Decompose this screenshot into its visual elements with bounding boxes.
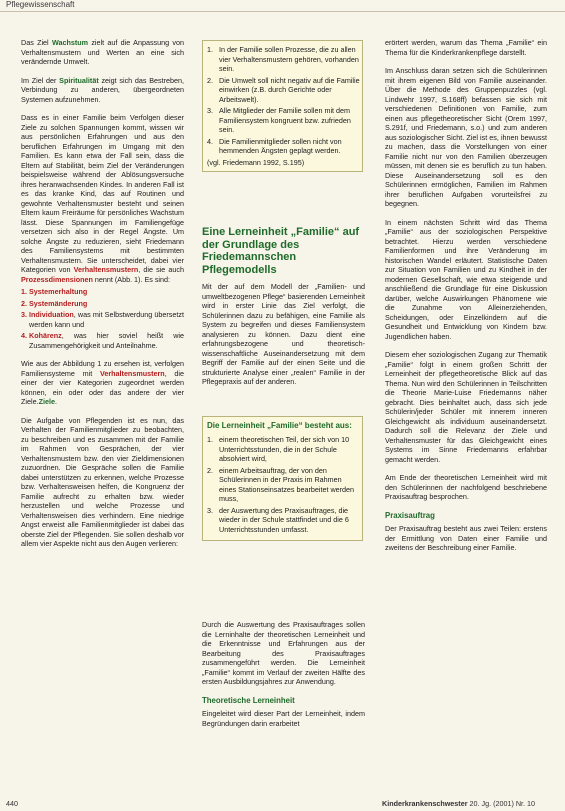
list-item: 1. einem theoretischen Teil, der sich von 10 Unterrichtsstunden, die in der Schule absolviert wird,: [207, 435, 350, 463]
paragraph: Am Ende der theoretischen Lerneinheit wird mit den Schülerinnen der nachfolgend beschriebene Praxisauftrag besprochen.: [385, 473, 547, 501]
running-title: Pflegewissenschaft: [6, 0, 75, 9]
box-title: Die Lerneinheit „Familie“ besteht aus:: [207, 421, 352, 430]
list-item: 1. In der Familie sollen Prozesse, die zu allen vier Verhaltensmustern gehören, vorhanden sein.: [207, 45, 359, 73]
column-middle-lower: [202, 620, 365, 737]
column-right: [385, 38, 547, 562]
running-header: [0, 0, 565, 12]
paragraph: Der Praxisauftrag besteht aus zwei Teilen: erstens der Ermittlung von Daten einer Familie und zweitens der Beschreibung einer Familie.: [385, 524, 547, 552]
column-middle-text: [202, 282, 365, 396]
paragraph: Durch die Auswertung des Praxisauftrages sollen die Lerninhalte der theoretischen Lerneinheit und die Erkenntnisse und Erfahrungen aus der Bearbeitung des Praxisauftrages zusammengeführt werden. Die Lerneinheit „Familie“ kommt im Verlauf der zweiten Hälfte des ersten Ausbildungsjahres zur Anwendung.: [202, 620, 365, 686]
paragraph: Mit der auf dem Modell der „Familien- und umweltbezogenen Pflege“ basierenden Lerneinheit wird in erster Linie das Ziel verfolgt, die Schülerinnen dazu zu befähigen, eine Familie als System zu begreifen und dieses Familiensystem analysieren zu können. Dazu dient eine erfahrungsbezogene und theoretisch-wissenschaftliche Auseinandersetzung mit dem Begriff der Familie auf der einen Seite und die strukturierte Analyse einer „realen“ Familie in der Pflegepraxis auf der anderen.: [202, 282, 365, 386]
list-item: 2. Systemänderung: [21, 298, 88, 308]
paragraph: Das Ziel Wachstum zielt auf die Anpassung von Verhaltensmustern und Werten an eine sich verändernde Umwelt.: [21, 38, 184, 66]
list-item: 3. der Auswertung des Praxisauftrages, die wieder in der Schule stattfindet und die 6 Unterrichtsstunden umfasst.: [207, 505, 349, 534]
subheading: Praxisauftrag: [385, 510, 435, 520]
list-item: 2. Die Umwelt soll nicht negativ auf die Familie einwirken (z.B. durch Gerichte oder Arbeitswelt).: [207, 75, 360, 104]
page-footer: [0, 797, 565, 811]
section-heading: Eine Lerneinheit „Familie“ auf der Grundlage des Friedemannschen Pflegemodells: [202, 226, 360, 276]
paragraph: erörtert werden, warum das Thema „Familie“ ein Thema für die Kinderkrankenpflege darstellt.: [385, 38, 547, 57]
paragraph: In einem nächsten Schritt wird das Thema „Familie“ aus der soziologischen Perspektive betrachtet. Hierzu werden verschiedene Familienformen und ihre Veränderung im historischen Wandel erläutert. Statistische Daten zur Situation von Familien und zu Kindheit in der modernen Gesellschaft, wie etwa steigende und anschließend die Grundlage für eine Diskussion darüber, welche Auswirkungen Phänomene wie die Zunahme von Alleinerziehenden, Scheidungen, oder Einzelkindern auf die Gesundheit und Entwicklung von Kindern bzw. Jugendlichen haben.: [385, 217, 547, 341]
paragraph: Die Aufgabe von Pflegenden ist es nun, das Verhalten der Familienmitglieder zu beobachten, zu beschreiben und es zusammen mit der Familie im Rahmen von Gesprächen, der vier Verhaltensmustern bzw. den vier Zieldimensionen zuzuordnen. Die Gespräche sollen die Familie dabei unterstützen zu erkennen, welche Prozesse bzw. Verhaltensweisen helfen, die Kongruenz der Familie aufrecht zu erhalten bzw. wieder herzustellen und welche Prozesse und Verhaltensweisen dies verhindern. Eine niedrige Angst erweist alle Familienmitglieder ist dabei das oberste Ziel der Pflegenden. Sie sollen deshalb vor allem vier Aspekte nicht aus den Augen verlieren:: [21, 415, 184, 548]
list-item: 3. Alle Mitglieder der Familie sollen mit dem Familiensystem kongruent bzw. zufrieden sein.: [207, 106, 351, 134]
list-item: 4. Kohärenz, was hier soviel heißt wie Zusammengehörigkeit und Anteilnahme.: [21, 331, 184, 350]
paragraph: Dass es in einer Familie beim Verfolgen dieser Ziele zu solchen Spannungen kommt, wissen wir aus persönlichen Erfahrungen und aus den beruflichen Erfahrungen im Umgang mit den Familien. Es kann etwa der Fall sein, dass die Eltern auf Stabilität, beim Ziel der Veränderungen beispielsweise während der Ablösungsversuche ihres heranwachsenden Kindes. In anderen Fall ist es das kranke Kind, das auf Routinen und gewohnte Verhaltensmuster besteht und seinen Eltern kaum Freiräume für persönliches Wachstum lässt. Diese Spannungen im Familiengefüge versetzen sich also in der Regel Ängste. Um solche Ängste zu reduzieren, sieht Friedemann des Familiensystems mit bestimmten Verhaltensmustern. Sie unterscheidet, dabei vier Kategorien von Verhaltensmustern, die sie auch Prozessdimensionen nennt (Abb. 1). Es sind:: [21, 113, 184, 284]
journal-info: Kinderkrankenschwester 20. Jg. (2001) Nr. 10: [382, 799, 536, 808]
paragraph: Wie aus der Abbildung 1 zu ersehen ist, verfolgen Familiensysteme mit Verhaltensmustern, die einer der vier Kategorien zugeordnet werden können, ein oder oder das andere der vier Ziele.Ziele.: [21, 359, 185, 406]
aspects-box: [202, 40, 363, 172]
list-item: 4. Die Familienmitglieder sollen nicht von hemmenden Ängsten geplagt werden.: [207, 136, 342, 155]
lerneinheit-box: [202, 416, 363, 541]
column-left: [21, 38, 184, 558]
page-number: 440: [6, 799, 18, 808]
citation: (vgl. Friedemann 1992, S.195): [207, 157, 305, 167]
list-item: 1. Systemerhaltung: [21, 287, 88, 296]
dimension-list: [21, 287, 184, 350]
paragraph: Diesem eher soziologischen Zugang zur Thematik „Familie“ folgt in einem großen Schritt der Lerneinheit der pflegetheoretische Blick auf das Thema. Nun wird den Schülerinnen in Teilschritten die Theorie Marie-Luise Friedemanns näher gebracht. Dies beinhaltet auch, dass sich jede Schülerin/jeder Schüler mit innerem inneren Gleichgewicht als individuum auseinandersetzt. Dadurch soll die Relevanz der Ziele und Verhaltensmuster für das Gleichgewicht eines Systems im Sinne Friedemanns erfahrbar gemacht werden.: [385, 350, 547, 464]
list-item: 2. einem Arbeitsauftrag, der von den Schülerinnen in der Praxis im Rahmen eines Stationseinsatzes bearbeitet werden muss,: [207, 465, 355, 503]
paragraph: Im Ziel der Spiritualität zeigt sich das Bestreben, Verbindung zu anderen, übergeordneten Systemen aufzunehmen.: [21, 75, 184, 104]
list-item: 3. Individuation, was mit Selbstwerdung übersetzt werden kann und: [21, 310, 184, 329]
paragraph: Im Anschluss daran setzen sich die Schülerinnen mit ihrem eigenen Bild von Familie auseinander. Über die Methode des Gruppenpuzzles (vgl. Lindwehr 1997, S.168ff) befassen sie sich mit verschiedenen Definitionen von Familie, zum einen aus pflegetheoretischer Sicht (Orem 1997, S.291f, und Friedemann, s.o.) und zum anderen aus soziologischer Sicht. Ziel ist es, ihnen bewusst zu machen, dass die Vorstellungen von einer Familie nicht nur von den Familien überzeugen müssen, mit denen sie es beruflich zu tun haben. Diese Auseinandersetzung soll es den Schülerinnen ermöglichen, Familien im Rahmen ihrer beruflichen Aufgaben vorurteilsfrei zu begegnen.: [385, 66, 547, 208]
paragraph: Eingeleitet wird dieser Part der Lerneinheit, indem Begründungen darin erarbeitet: [202, 709, 365, 728]
subheading: Theoretische Lerneinheit: [202, 695, 295, 705]
